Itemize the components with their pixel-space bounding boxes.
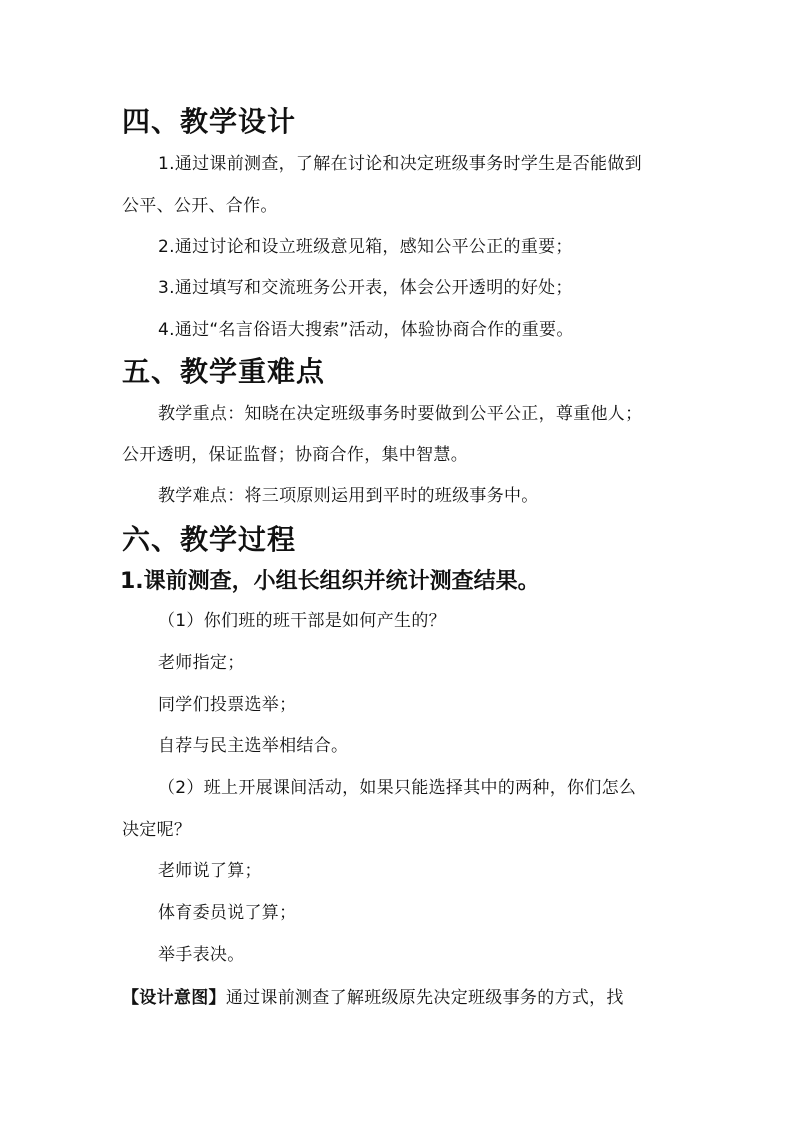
design-intent-label: 【设计意图】 — [122, 988, 226, 1008]
question-2-line-b: 决定呢？ — [122, 820, 192, 840]
question-2-option: 老师说了算； — [158, 861, 262, 881]
design-line-4: 4.通过“名言俗语大搜索”活动，体验协商合作的重要。 — [158, 320, 574, 340]
design-line-1b: 公平、公开、合作。 — [122, 196, 278, 216]
key-point-line-a: 教学重点：知晓在决定班级事务时要做到公平公正，尊重他人； — [158, 404, 643, 424]
section-4-heading: 四、教学设计 — [122, 105, 297, 138]
design-intent-line — [122, 983, 624, 1008]
question-1-option: 同学们投票选举； — [158, 695, 297, 715]
question-2-line-a: （2）班上开展课间活动，如果只能选择其中的两种，你们怎么 — [158, 778, 637, 798]
design-intent-text: 通过课前测查了解班级原先决定班级事务的方式，找 — [225, 988, 624, 1008]
section-6-heading: 六、教学过程 — [122, 523, 297, 556]
question-1-option: 老师指定； — [158, 653, 245, 673]
key-point-line-b: 公开透明，保证监督；协商合作，集中智慧。 — [122, 445, 468, 465]
question-2-option: 体育委员说了算； — [158, 903, 297, 923]
question-2-option: 举手表决。 — [158, 945, 245, 965]
difficulty-line: 教学难点：将三项原则运用到平时的班级事务中。 — [158, 486, 539, 506]
process-step-1-heading: 1.课前测查，小组长组织并统计测查结果。 — [120, 569, 540, 594]
section-5-heading: 五、教学重难点 — [122, 355, 326, 388]
design-line-1a: 1.通过课前测查，了解在讨论和决定班级事务时学生是否能做到 — [158, 154, 642, 174]
design-line-3: 3.通过填写和交流班务公开表，体会公开透明的好处； — [158, 278, 573, 298]
design-line-2: 2.通过讨论和设立班级意见箱，感知公平公正的重要； — [158, 237, 573, 257]
question-1-option: 自荐与民主选举相结合。 — [158, 736, 349, 756]
question-1: （1）你们班的班干部是如何产生的？ — [158, 611, 446, 631]
